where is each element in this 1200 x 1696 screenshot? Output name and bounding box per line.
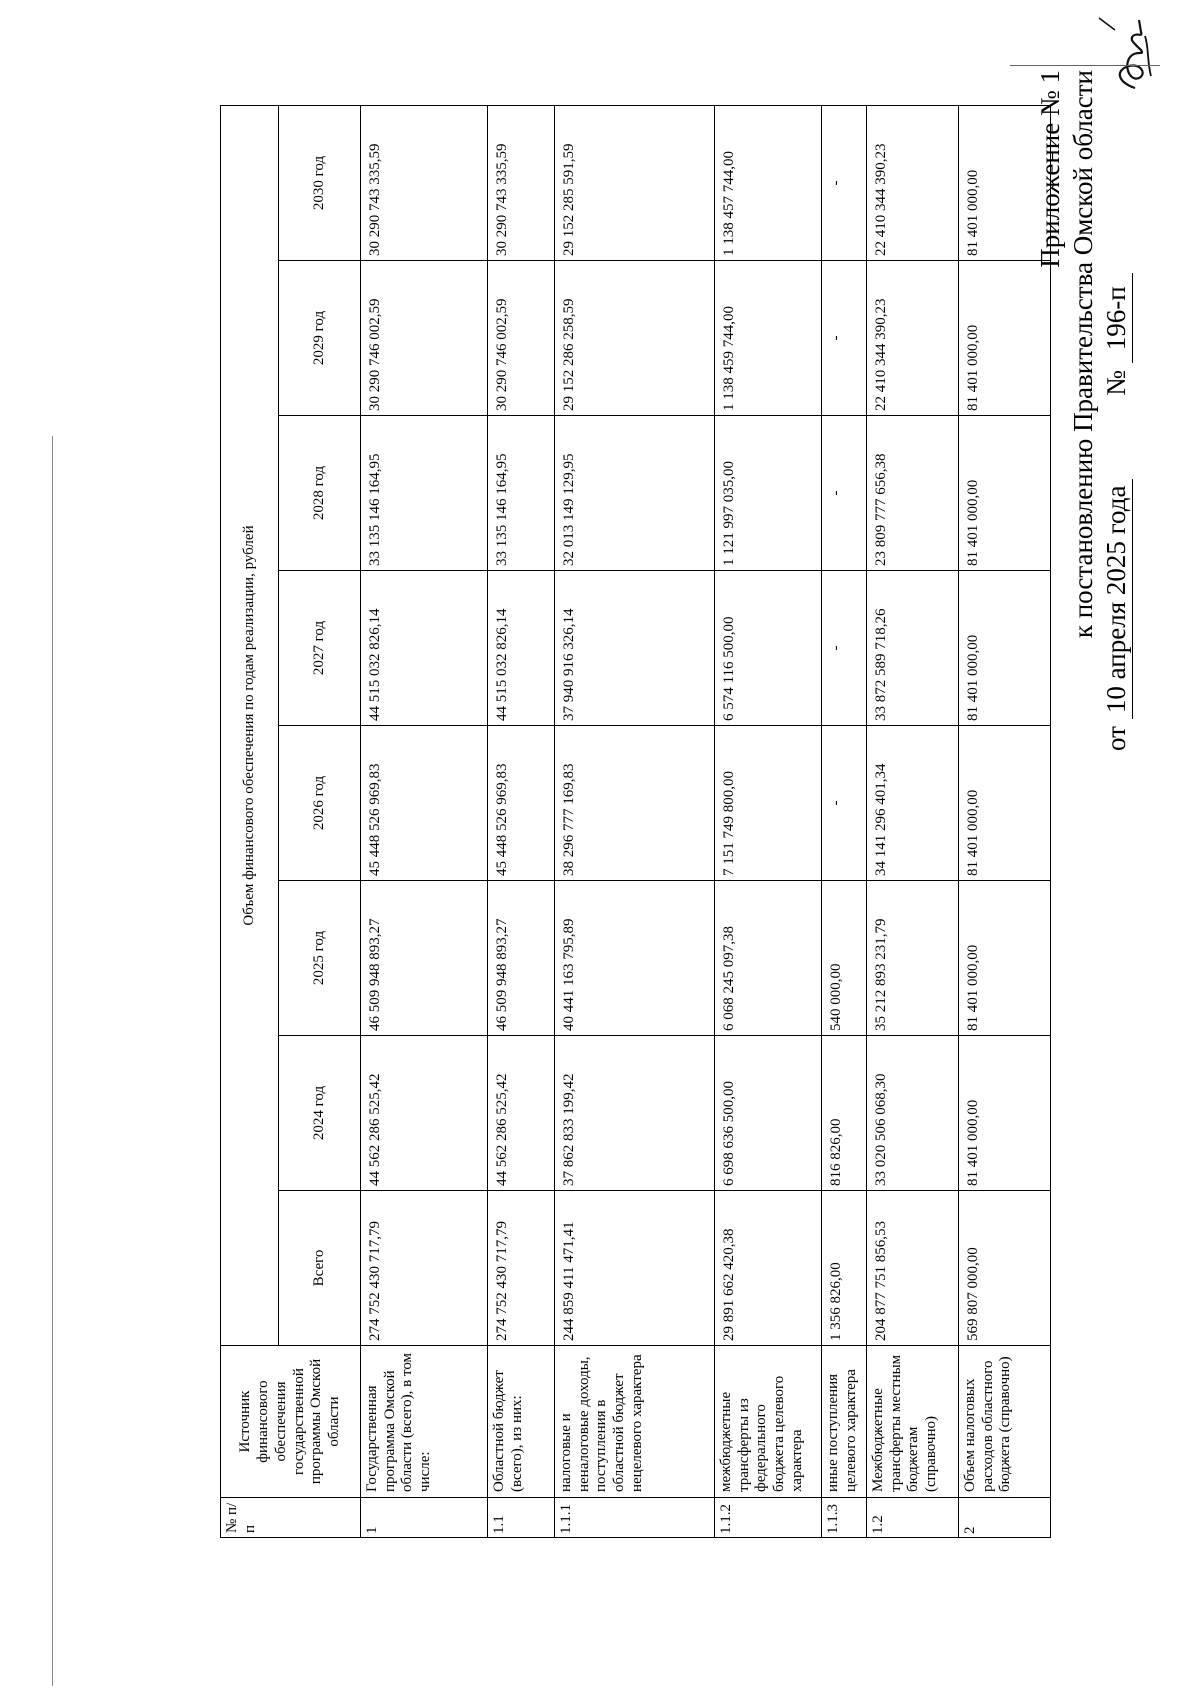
row-year-value: 33 135 146 164,95 [361,416,488,571]
row-year-value: 22 410 344 390,23 [867,261,959,416]
table-row [488,106,555,1538]
row-year-value: - [822,106,867,261]
col-header-source: Источник финансового обеспечения государственной программы Омской области [221,1346,361,1498]
col-header-year: 2028 год [279,416,361,571]
row-year-value: 45 448 526 969,83 [488,726,555,881]
resolution-number: 196-п [1101,273,1133,363]
row-year-value: 22 410 344 390,23 [867,106,959,261]
row-source: Областной бюджет (всего), из них: [488,1346,555,1498]
from-label: от [1101,726,1131,751]
row-year-value: 33 020 506 068,30 [867,1036,959,1191]
row-year-value: 44 515 032 826,14 [361,571,488,726]
row-year-value: 44 562 286 525,42 [361,1036,488,1191]
row-year-value: 29 152 285 591,59 [555,106,715,261]
row-number: 1.1 [488,1498,555,1538]
row-year-value: 35 212 893 231,79 [867,881,959,1036]
row-number: 1.1.1 [555,1498,715,1538]
row-year-value: 81 401 000,00 [959,416,1051,571]
row-total: 244 859 411 471,41 [555,1191,715,1346]
row-year-value: 6 574 116 500,00 [715,571,822,726]
row-year-value: 816 826,00 [822,1036,867,1191]
row-year-value: 46 509 948 893,27 [361,881,488,1036]
col-header-year: 2029 год [279,261,361,416]
row-year-value: 45 448 526 969,83 [361,726,488,881]
resolution-reference: к постановлению Правительства Омской области [1068,70,1098,639]
row-year-value: 540 000,00 [822,881,867,1036]
col-header-year: 2024 год [279,1036,361,1191]
financing-table [220,105,1051,1538]
row-year-value: 32 013 149 129,95 [555,416,715,571]
table-row [867,106,959,1538]
col-header-year: 2025 год [279,881,361,1036]
row-year-value: 44 562 286 525,42 [488,1036,555,1191]
row-source: межбюджетные трансферты из федерального бюджета целевого характера [715,1346,822,1498]
row-year-value: 7 151 749 800,00 [715,726,822,881]
row-year-value: 81 401 000,00 [959,726,1051,881]
row-number: 1.1.2 [715,1498,822,1538]
table-row [959,106,1051,1538]
row-year-value: 37 862 833 199,42 [555,1036,715,1191]
row-year-value: 30 290 746 002,59 [488,261,555,416]
row-number: 2 [959,1498,1051,1538]
row-year-value: 1 138 457 744,00 [715,106,822,261]
resolution-date: 10 апреля 2025 года [1101,479,1133,719]
row-year-value: 44 515 032 826,14 [488,571,555,726]
row-year-value: 34 141 296 401,34 [867,726,959,881]
handwritten-signature [1095,16,1175,96]
table-body [361,106,1051,1538]
row-number: 1 [361,1498,488,1538]
table-row [822,106,867,1538]
row-year-value: 81 401 000,00 [959,881,1051,1036]
row-year-value: 1 121 997 035,00 [715,416,822,571]
row-year-value: - [822,726,867,881]
row-year-value: 30 290 743 335,59 [361,106,488,261]
row-total: 274 752 430 717,79 [488,1191,555,1346]
row-source: Объем налоговых расходов областного бюджета (справочно) [959,1346,1051,1498]
row-year-value: 6 068 245 097,38 [715,881,822,1036]
col-header-num: № п/п [221,1498,361,1538]
table-row [361,106,488,1538]
row-source: иные поступления целевого характера [822,1346,867,1498]
row-year-value: 46 509 948 893,27 [488,881,555,1036]
row-number: 1.1.3 [822,1498,867,1538]
number-label: № [1101,370,1131,396]
row-year-value: 33 872 589 718,26 [867,571,959,726]
col-header-year: 2030 год [279,106,361,261]
row-total: 274 752 430 717,79 [361,1191,488,1346]
row-year-value: 81 401 000,00 [959,261,1051,416]
row-number: 1.2 [867,1498,959,1538]
col-header-total: Всего [279,1191,361,1346]
row-year-value: 23 809 777 656,38 [867,416,959,571]
row-year-value: 1 138 459 744,00 [715,261,822,416]
row-year-value: 81 401 000,00 [959,571,1051,726]
row-year-value: 29 152 286 258,59 [555,261,715,416]
row-year-value: 38 296 777 169,83 [555,726,715,881]
row-year-value: 81 401 000,00 [959,1036,1051,1191]
row-year-value: - [822,261,867,416]
col-header-volume-group: Объем финансового обеспечения по годам реализации, рублей [221,106,279,1346]
row-year-value: 40 441 163 795,89 [555,881,715,1036]
row-year-value: - [822,416,867,571]
row-year-value: 37 940 916 326,14 [555,571,715,726]
row-year-value: 30 290 746 002,59 [361,261,488,416]
row-year-value: 33 135 146 164,95 [488,416,555,571]
col-header-year: 2027 год [279,571,361,726]
table-row [555,106,715,1538]
resolution-date-line [1101,273,1133,751]
table-row [715,106,822,1538]
row-total: 1 356 826,00 [822,1191,867,1346]
row-year-value: 30 290 743 335,59 [488,106,555,261]
row-total: 569 807 000,00 [959,1191,1051,1346]
row-year-value: - [822,571,867,726]
row-source: налоговые и неналоговые доходы, поступления в областной бюджет нецелевого характера [555,1346,715,1498]
row-total: 29 891 662 420,38 [715,1191,822,1346]
col-header-year: 2026 год [279,726,361,881]
row-total: 204 877 751 856,53 [867,1191,959,1346]
page-edge-line [52,436,53,1686]
row-year-value: 81 401 000,00 [959,106,1051,261]
row-source: Межбюджетные трансферты местным бюджетам (справочно) [867,1346,959,1498]
appendix-title: Приложение № 1 [1035,70,1065,268]
row-source: Государственная программа Омской области (всего), в том числе: [361,1346,488,1498]
row-year-value: 6 698 636 500,00 [715,1036,822,1191]
margin-line [1010,65,1160,66]
